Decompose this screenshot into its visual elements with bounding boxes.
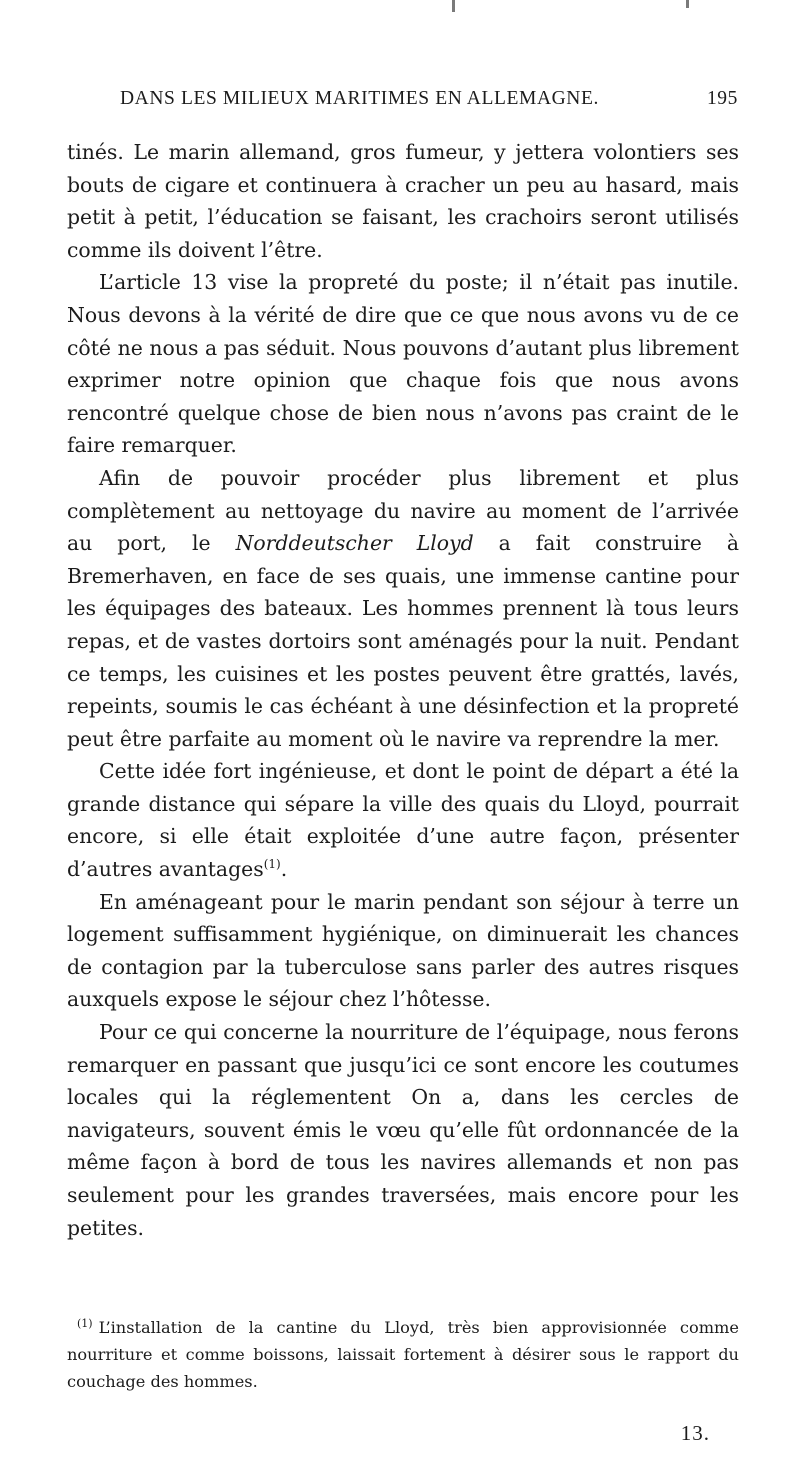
signature-mark: 13. [680,1421,710,1445]
scan-artifact [452,0,455,12]
scan-artifact [686,0,689,8]
paragraph-nourriture: Pour ce qui concerne la nourriture de l’équipage, nous ferons remarquer en passant que jusqu’ici ce sont encore les coutumes locales qui la réglementent On a, dans les cercles de navigateurs, souvent émis le vœu qu’elle fût ordonnancée de la même façon à bord de tous les navires allemands et non pas seulement pour les grandes traversées, mais encore pour les petites. [67,1020,739,1240]
footnote-marker: (1) [77,1316,93,1330]
footnote-text [67,1314,739,1395]
footnote-body: L’installation de la cantine du Lloyd, très bien approvisionnée comme nourriture et comme boissons, laissait fortement à désirer sous le rapport du couchage des hommes. [67,1318,739,1391]
company-name: Norddeutscher Lloyd [235,531,474,556]
page-number: 195 [706,88,738,109]
paragraph-text: a fait construire à Bremerhaven, en face de ses quais, une immense cantine pour les équipages des bateaux. Les hommes prennent là tous leurs repas, et de vastes dortoirs sont aménagés pour la nuit. Pendant ce temps, les cuisines et les postes peuvent être grattés, lavés, repeints, soumis le cas échéant à une désinfection et la propreté peut être parfaite au moment où le navire va reprendre la mer. [67,531,739,751]
running-title: DANS LES MILIEUX MARITIMES EN ALLEMAGNE. [120,88,599,109]
paragraph-cantine [67,462,739,755]
footnote-reference[interactable]: (1) [263,857,281,872]
footnote [67,1314,739,1395]
paragraph-text: Afin de pouvoir procéder plus librement et plus complètement au nettoyage du navire au moment de l’arrivée au port, le [67,465,739,556]
paragraph-idee [67,755,739,885]
paragraph-end: . [280,857,288,882]
paragraph-article-13: L’article 13 vise la propreté du poste; il n’était pas inutile. Nous devons à la vérité de dire que ce que nous avons vu de ce côté ne nous a pas séduit. Nous pouvons d’autant plus librement exprimer notre opinion que chaque fois que nous avons rencontré quelque chose de bien nous n’avons pas craint de le faire remarquer. [67,270,739,458]
paragraph-text: Cette idée fort ingénieuse, et dont le point de départ a été la grande distance qui sépare la ville des quais du Lloyd, pourrait encore, si elle était exploitée d’une autre façon, présenter d’autres avantages [67,759,739,882]
body-text [67,136,739,1244]
paragraph-continuation: tinés. Le marin allemand, gros fumeur, y jettera volontiers ses bouts de cigare et continuera à cracher un peu au hasard, mais petit à petit, l’éducation se faisant, les crachoirs seront utilisés comme ils doivent l’être. [67,140,739,262]
paragraph-logement: En aménageant pour le marin pendant son séjour à terre un logement suffisamment hygiénique, on diminuerait les chances de contagion par la tuberculose sans parler des autres risques auxquels expose le séjour chez l’hôtesse. [67,889,739,1012]
running-header [120,88,738,118]
